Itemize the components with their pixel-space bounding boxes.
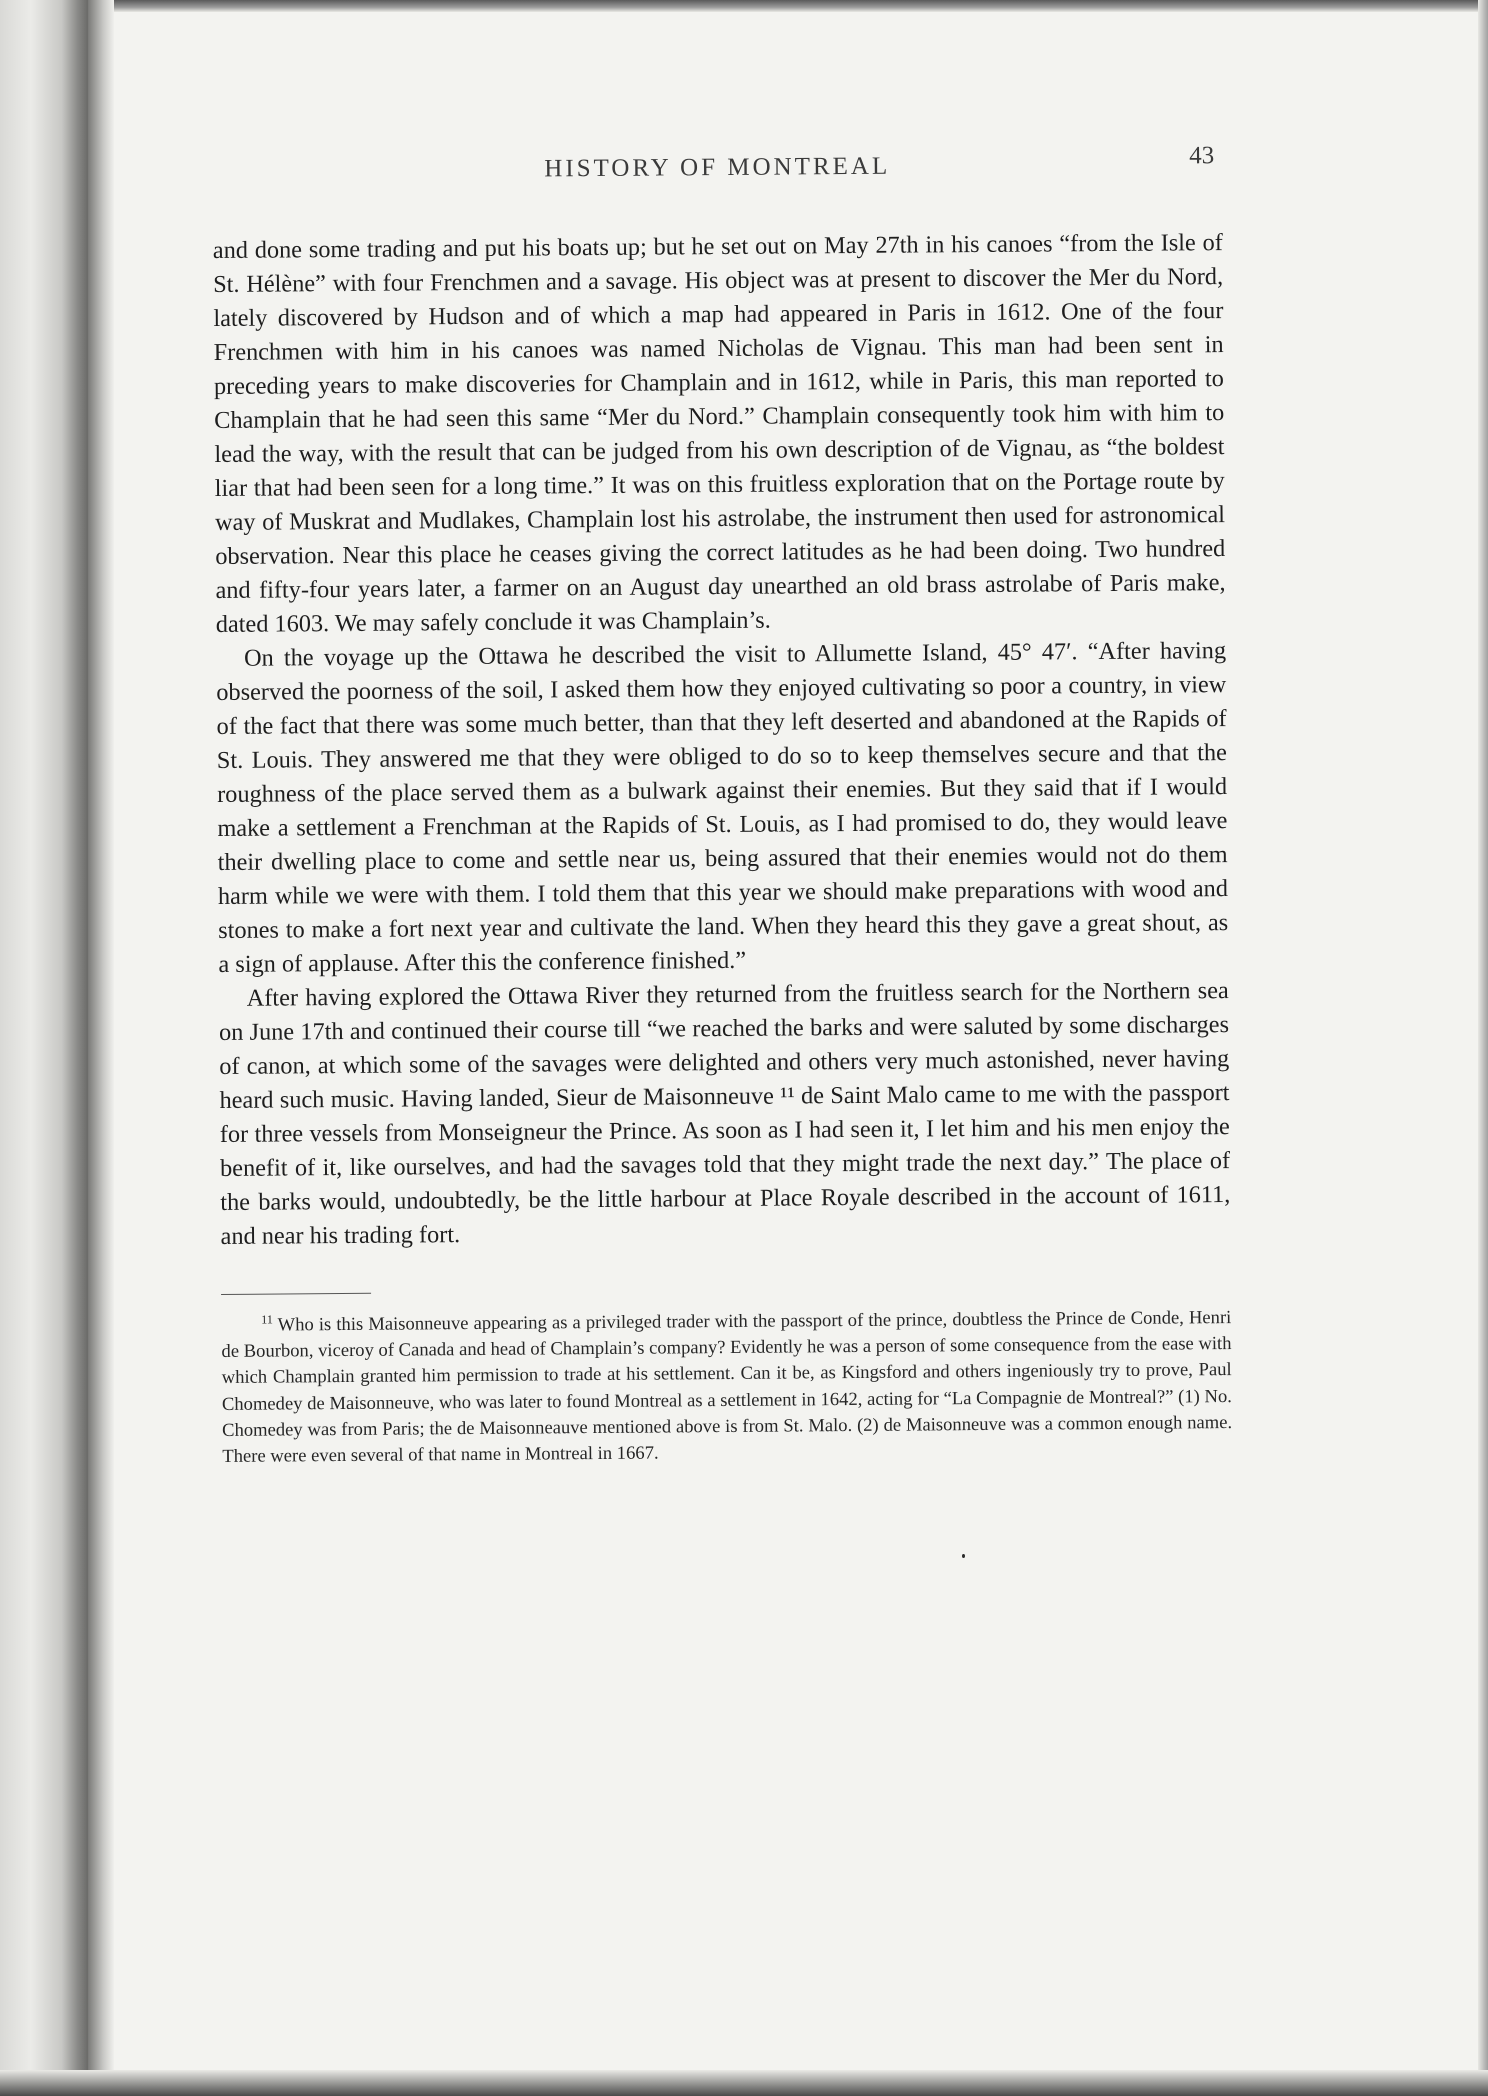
page-number: 43 (1189, 142, 1215, 170)
scan-top-edge (0, 0, 1488, 12)
running-title: HISTORY OF MONTREAL (544, 152, 891, 183)
paragraph-continued: and done some trading and put his boats up; but he set out on May 27th in his canoes “from the Isle of St. Hélène” with four Frenchmen and a savage. His object was at present to discover the Mer du Nord, lately discovered by Hudson and of which a map had appeared in Paris in 1612. One of the four Frenchmen with him in his canoes was named Nicholas de Vignau. This man had been sent in preceding years to make discoveries for Champlain and in 1612, while in Paris, this man reported to Champlain that he had seen this same “Mer du Nord.” Champlain consequently took him with him to lead the way, with the result that can be judged from his own description of de Vignau, as “the boldest liar that had been seen for a long time.” It was on this fruitless exploration that on the Portage route by way of Muskrat and Mudlakes, Champlain lost his astrolabe, the instrument then used for astronomical observation. Near this place he ceases giving the correct latitudes as he had been doing. Two hundred and fifty-four years later, a farmer on an August day unearthed an old brass astrolabe of Paris make, dated 1603. We may safely conclude it was Champlain’s. (212, 229, 1226, 638)
scan-right-edge (1478, 0, 1488, 2096)
scan-bottom-edge (0, 2070, 1488, 2096)
running-head (212, 132, 1222, 190)
ink-speck (962, 1554, 965, 1558)
paragraph-return-from-ottawa: After having explored the Ottawa River they returned from the fruitless search for the Northern sea on June 17th and continued their course till “we reached the barks and were saluted by some discharges of canon, at which some of the savages were delighted and others very much astonished, never having heard such music. Having landed, Sieur de Maisonneuve ¹¹ de Saint Malo came to me with the passport for three vessels from Monseigneur the Prince. As soon as I had seen it, I let him and his men enjoy the benefit of it, like ourselves, and had the savages told that they might trade the next day.” The place of the barks would, undoubtedly, be the little harbour at Place Royale described in the account of 1611, and near his trading fort. (218, 977, 1231, 1250)
book-gutter (88, 0, 114, 2096)
body-text (213, 226, 1231, 1254)
footnote-text: Who is this Maisonneuve appearing as a privileged trader with the passport of the prince, doubtless the Prince de Conde, Henri de Bourbon, viceroy of Canada and head of Champlain’s company? Evidently he was a person of some consequence from the ease with which Champlain granted him permission to trade at his settlement. Can it be, as Kingsford and others ingeniously try to prove, Paul Chomedey de Maisonneuve, who was later to found Montreal as a settlement in 1642, acting for “La Compagnie de Montreal?” (1) No. Chomedey was from Paris; the de Maisonneauve mentioned above is from St. Malo. (2) de Maisonneuve was a common enough name. There were even several of that name in Montreal in 1667. (221, 1307, 1233, 1467)
footnote-rule (221, 1293, 371, 1295)
footnote (221, 1305, 1232, 1470)
facing-page-edge (0, 0, 88, 2096)
footnote-marker: 11 (261, 1312, 273, 1327)
book-page (212, 132, 1232, 1470)
paragraph-allumette-island: On the voyage up the Ottawa he described the visit to Allumette Island, 45° 47′. “After having observed the poorness of the soil, I asked them how they enjoyed cultivating so poor a country, in view of the fact that there was some much better, than that they left deserted and abandoned at the Rapids of St. Louis. They answered me that they were obliged to do so to keep themselves secure and that the roughness of the place served them as a bulwark against their enemies. But they said that if I would make a settlement a Frenchman at the Rapids of St. Louis, as I had promised to do, they would leave their dwelling place to come and settle near us, being assured that their enemies would not do them harm while we were with them. I told them that this year we should make preparations with wood and stones to make a fort next year and cultivate the land. When they heard this they gave a great shout, as a sign of applause. After this the conference finished.” (216, 637, 1229, 978)
